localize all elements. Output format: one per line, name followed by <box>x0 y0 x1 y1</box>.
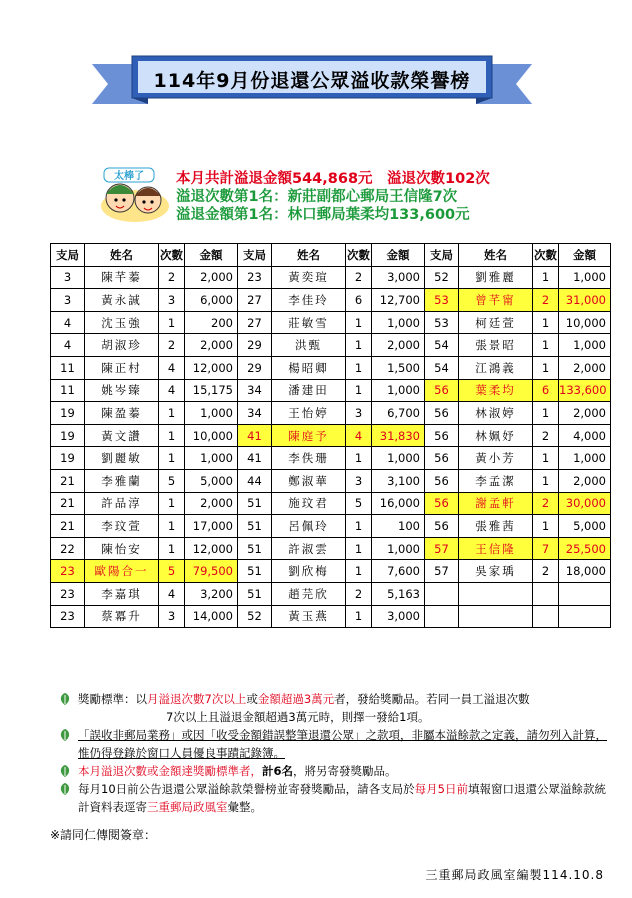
branch-cell: 21 <box>51 469 85 492</box>
branch-cell: 19 <box>51 402 85 425</box>
count-cell <box>533 582 559 605</box>
count-cell: 6 <box>533 379 559 402</box>
amount-cell: 1,000 <box>372 537 425 560</box>
branch-cell: 51 <box>238 537 272 560</box>
svg-text:太棒了: 太棒了 <box>114 171 144 182</box>
branch-cell: 3 <box>51 266 85 289</box>
amount-cell: 1,000 <box>372 379 425 402</box>
table-row <box>51 582 611 605</box>
col-header: 姓名 <box>85 244 159 267</box>
amount-cell: 15,175 <box>185 379 238 402</box>
name-cell: 許品淳 <box>85 492 159 515</box>
count-cell: 4 <box>159 379 185 402</box>
table-header-row <box>51 244 611 267</box>
branch-cell: 4 <box>51 311 85 334</box>
amount-cell: 14,000 <box>185 605 238 628</box>
col-header: 次數 <box>346 244 372 267</box>
amount-cell: 5,000 <box>185 469 238 492</box>
branch-cell: 52 <box>425 266 459 289</box>
name-cell: 姚岑臻 <box>85 379 159 402</box>
branch-cell: 23 <box>238 266 272 289</box>
table-row <box>51 289 611 312</box>
branch-cell: 56 <box>425 492 459 515</box>
leaf-bullet-icon <box>58 728 72 742</box>
amount-cell <box>559 605 611 628</box>
branch-cell: 44 <box>238 469 272 492</box>
amount-cell: 10,000 <box>559 311 611 334</box>
branch-cell: 53 <box>425 289 459 312</box>
amount-cell: 2,000 <box>185 334 238 357</box>
count-cell: 1 <box>346 356 372 379</box>
name-cell: 吳家瑀 <box>459 560 533 583</box>
mascot-icon <box>98 166 172 224</box>
branch-cell: 11 <box>51 379 85 402</box>
col-header: 次數 <box>533 244 559 267</box>
branch-cell: 56 <box>425 379 459 402</box>
branch-cell: 27 <box>238 311 272 334</box>
page-title: 114年9月份退還公眾溢收款榮譽榜 <box>153 70 471 92</box>
count-cell: 1 <box>159 447 185 470</box>
count-cell: 1 <box>533 266 559 289</box>
amount-cell: 3,000 <box>372 605 425 628</box>
leaf-bullet-icon <box>58 764 72 778</box>
name-cell: 黃永誠 <box>85 289 159 312</box>
amount-cell: 1,000 <box>185 447 238 470</box>
amount-cell: 25,500 <box>559 537 611 560</box>
name-cell: 歐陽合一 <box>85 560 159 583</box>
branch-cell: 52 <box>238 605 272 628</box>
name-cell: 王信隆 <box>459 537 533 560</box>
name-cell: 劉麗敏 <box>85 447 159 470</box>
amount-cell: 12,000 <box>185 537 238 560</box>
name-cell <box>459 605 533 628</box>
note-exclusion: 「誤收非郵局業務」或因「收受金額錯誤整筆退還公眾」之款項，非屬本溢餘款之定義，請勿列入計算，惟仍得登錄於窗口人員優良事蹟記錄簿。 <box>56 726 616 762</box>
count-cell: 3 <box>346 469 372 492</box>
table-row <box>51 266 611 289</box>
name-cell: 李佚珊 <box>272 447 346 470</box>
count-cell: 4 <box>159 582 185 605</box>
amount-cell: 18,000 <box>559 560 611 583</box>
name-cell: 趙芫欣 <box>272 582 346 605</box>
count-cell: 1 <box>346 605 372 628</box>
count-cell: 1 <box>346 379 372 402</box>
name-cell: 李雅蘭 <box>85 469 159 492</box>
col-header: 姓名 <box>459 244 533 267</box>
name-cell: 張景昭 <box>459 334 533 357</box>
name-cell: 江鴻義 <box>459 356 533 379</box>
col-header: 支局 <box>51 244 85 267</box>
sign-label: ※請同仁傳閱簽章： <box>50 828 157 842</box>
amount-cell: 200 <box>185 311 238 334</box>
table-row <box>51 334 611 357</box>
honor-roll-table <box>50 243 611 628</box>
branch-cell: 34 <box>238 379 272 402</box>
count-cell: 1 <box>533 356 559 379</box>
count-cell: 2 <box>533 560 559 583</box>
amount-cell: 5,000 <box>559 515 611 538</box>
name-cell: 施玟君 <box>272 492 346 515</box>
footer-credit: 三重郵局政風室編製114.10.8 <box>425 868 604 882</box>
name-cell: 鄭淑華 <box>272 469 346 492</box>
name-cell: 黃玉燕 <box>272 605 346 628</box>
col-header: 支局 <box>425 244 459 267</box>
branch-cell: 57 <box>425 537 459 560</box>
table-row <box>51 560 611 583</box>
amount-cell: 1,000 <box>372 447 425 470</box>
name-cell: 潘建田 <box>272 379 346 402</box>
table-row <box>51 311 611 334</box>
branch-cell: 19 <box>51 447 85 470</box>
branch-cell: 27 <box>238 289 272 312</box>
leaf-bullet-icon <box>58 782 72 796</box>
branch-cell: 51 <box>238 515 272 538</box>
name-cell: 張雅茜 <box>459 515 533 538</box>
amount-cell: 16,000 <box>372 492 425 515</box>
table-row <box>51 537 611 560</box>
table-row <box>51 424 611 447</box>
branch-cell: 56 <box>425 515 459 538</box>
amount-cell: 6,000 <box>185 289 238 312</box>
name-cell: 莊敏雪 <box>272 311 346 334</box>
name-cell <box>459 582 533 605</box>
branch-cell: 41 <box>238 447 272 470</box>
name-cell: 陳怡安 <box>85 537 159 560</box>
amount-cell: 1,000 <box>559 447 611 470</box>
amount-cell: 1,000 <box>372 311 425 334</box>
count-cell: 1 <box>346 537 372 560</box>
branch-cell: 23 <box>51 582 85 605</box>
count-cell: 1 <box>159 537 185 560</box>
count-cell: 3 <box>159 289 185 312</box>
summary-top-amount: 溢退金額第1名：林口郵局葉柔均133,600元 <box>176 207 470 223</box>
branch-cell <box>425 582 459 605</box>
name-cell: 劉雅麗 <box>459 266 533 289</box>
count-cell: 1 <box>159 424 185 447</box>
count-cell: 1 <box>346 334 372 357</box>
name-cell: 黃文讚 <box>85 424 159 447</box>
amount-cell: 1,500 <box>372 356 425 379</box>
amount-cell: 100 <box>372 515 425 538</box>
branch-cell: 56 <box>425 402 459 425</box>
branch-cell: 11 <box>51 356 85 379</box>
count-cell: 6 <box>346 289 372 312</box>
name-cell: 李嘉琪 <box>85 582 159 605</box>
col-header: 金額 <box>372 244 425 267</box>
branch-cell: 51 <box>238 492 272 515</box>
branch-cell: 54 <box>425 356 459 379</box>
amount-cell: 1,000 <box>185 402 238 425</box>
amount-cell: 6,700 <box>372 402 425 425</box>
amount-cell: 79,500 <box>185 560 238 583</box>
col-header: 支局 <box>238 244 272 267</box>
amount-cell: 1,000 <box>559 334 611 357</box>
count-cell: 2 <box>159 334 185 357</box>
col-header: 姓名 <box>272 244 346 267</box>
count-cell: 1 <box>533 469 559 492</box>
branch-cell: 56 <box>425 424 459 447</box>
count-cell: 1 <box>346 515 372 538</box>
count-cell: 1 <box>346 447 372 470</box>
name-cell: 陳芊蓁 <box>85 266 159 289</box>
branch-cell: 57 <box>425 560 459 583</box>
note-winners: 本月溢退次數或金額達獎勵標準者，計6名，將另寄發獎勵品。 <box>56 762 616 780</box>
branch-cell: 4 <box>51 334 85 357</box>
name-cell: 沈玉強 <box>85 311 159 334</box>
table-row <box>51 605 611 628</box>
amount-cell: 3,000 <box>372 266 425 289</box>
table-body <box>51 266 611 628</box>
branch-cell: 34 <box>238 402 272 425</box>
count-cell: 5 <box>159 469 185 492</box>
amount-cell: 3,200 <box>185 582 238 605</box>
branch-cell: 56 <box>425 469 459 492</box>
count-cell: 1 <box>159 402 185 425</box>
count-cell: 1 <box>533 447 559 470</box>
name-cell: 蔡冪升 <box>85 605 159 628</box>
amount-cell: 12,700 <box>372 289 425 312</box>
note-award-criteria: 獎勵標準：以月溢退次數7次以上或金額超過3萬元者，發給獎勵品。若同一員工溢退次數 7次以上且溢退金額超過3萬元時，則擇一發給1項。 <box>56 690 616 726</box>
count-cell: 2 <box>533 424 559 447</box>
summary <box>176 170 490 224</box>
amount-cell: 4,000 <box>559 424 611 447</box>
count-cell: 1 <box>533 311 559 334</box>
branch-cell: 54 <box>425 334 459 357</box>
name-cell: 陳盈蓁 <box>85 402 159 425</box>
count-cell: 1 <box>533 515 559 538</box>
name-cell: 黃小芳 <box>459 447 533 470</box>
count-cell: 1 <box>346 560 372 583</box>
amount-cell: 2,000 <box>185 492 238 515</box>
count-cell: 4 <box>159 356 185 379</box>
branch-cell: 51 <box>238 582 272 605</box>
branch-cell: 19 <box>51 424 85 447</box>
table-row <box>51 356 611 379</box>
amount-cell: 1,000 <box>559 266 611 289</box>
title-banner <box>92 52 532 110</box>
col-header: 金額 <box>185 244 238 267</box>
name-cell: 陳庭予 <box>272 424 346 447</box>
leaf-bullet-icon <box>58 692 72 706</box>
amount-cell: 12,000 <box>185 356 238 379</box>
count-cell: 7 <box>533 537 559 560</box>
table-row <box>51 515 611 538</box>
name-cell: 楊昭卿 <box>272 356 346 379</box>
table-row <box>51 402 611 425</box>
summary-total: 本月共計溢退金額544,868元 溢退次數102次 <box>176 171 490 187</box>
count-cell: 5 <box>346 492 372 515</box>
amount-cell: 30,000 <box>559 492 611 515</box>
count-cell: 5 <box>159 560 185 583</box>
branch-cell: 21 <box>51 492 85 515</box>
count-cell: 4 <box>346 424 372 447</box>
branch-cell: 51 <box>238 560 272 583</box>
amount-cell: 2,000 <box>185 266 238 289</box>
amount-cell: 2,000 <box>559 356 611 379</box>
branch-cell: 56 <box>425 447 459 470</box>
col-header: 次數 <box>159 244 185 267</box>
table-row <box>51 447 611 470</box>
name-cell: 謝孟軒 <box>459 492 533 515</box>
table-row <box>51 469 611 492</box>
branch-cell: 23 <box>51 560 85 583</box>
count-cell: 1 <box>346 311 372 334</box>
name-cell: 王怡婷 <box>272 402 346 425</box>
count-cell: 2 <box>346 266 372 289</box>
branch-cell: 29 <box>238 356 272 379</box>
count-cell: 2 <box>533 492 559 515</box>
amount-cell: 31,000 <box>559 289 611 312</box>
count-cell: 1 <box>159 311 185 334</box>
table-row <box>51 492 611 515</box>
name-cell: 陳正村 <box>85 356 159 379</box>
count-cell: 3 <box>346 402 372 425</box>
branch-cell: 22 <box>51 537 85 560</box>
name-cell: 柯廷萱 <box>459 311 533 334</box>
count-cell: 2 <box>159 266 185 289</box>
count-cell: 1 <box>533 334 559 357</box>
name-cell: 李孟潔 <box>459 469 533 492</box>
branch-cell: 41 <box>238 424 272 447</box>
table-row <box>51 379 611 402</box>
notes <box>56 690 616 816</box>
amount-cell: 10,000 <box>185 424 238 447</box>
name-cell: 李佳玲 <box>272 289 346 312</box>
name-cell: 呂佩玲 <box>272 515 346 538</box>
amount-cell: 2,000 <box>372 334 425 357</box>
branch-cell: 53 <box>425 311 459 334</box>
amount-cell: 3,100 <box>372 469 425 492</box>
branch-cell: 29 <box>238 334 272 357</box>
amount-cell <box>559 582 611 605</box>
branch-cell: 21 <box>51 515 85 538</box>
count-cell <box>533 605 559 628</box>
name-cell: 林淑婷 <box>459 402 533 425</box>
amount-cell: 5,163 <box>372 582 425 605</box>
name-cell: 許淑雲 <box>272 537 346 560</box>
amount-cell: 2,000 <box>559 402 611 425</box>
count-cell: 2 <box>533 289 559 312</box>
branch-cell: 23 <box>51 605 85 628</box>
amount-cell: 2,000 <box>559 469 611 492</box>
amount-cell: 31,830 <box>372 424 425 447</box>
count-cell: 2 <box>346 582 372 605</box>
count-cell: 1 <box>159 492 185 515</box>
name-cell: 曾芊甯 <box>459 289 533 312</box>
col-header: 金額 <box>559 244 611 267</box>
amount-cell: 17,000 <box>185 515 238 538</box>
name-cell: 葉柔均 <box>459 379 533 402</box>
note-schedule: 每月10日前公告退還公眾溢餘款榮譽榜並寄發獎勵品，請各支局於每月5日前填報窗口退還公眾溢餘款統計資料表逕寄三重郵局政風室彙整。 <box>56 780 616 816</box>
name-cell: 黃奕瑄 <box>272 266 346 289</box>
name-cell: 劉欣梅 <box>272 560 346 583</box>
branch-cell: 3 <box>51 289 85 312</box>
name-cell: 林姵妤 <box>459 424 533 447</box>
amount-cell: 133,600 <box>559 379 611 402</box>
name-cell: 胡淑珍 <box>85 334 159 357</box>
count-cell: 1 <box>159 515 185 538</box>
amount-cell: 7,600 <box>372 560 425 583</box>
summary-top-count: 溢退次數第1名：新莊副都心郵局王信隆7次 <box>176 189 458 205</box>
name-cell: 洪甄 <box>272 334 346 357</box>
count-cell: 1 <box>533 402 559 425</box>
branch-cell <box>425 605 459 628</box>
count-cell: 3 <box>159 605 185 628</box>
name-cell: 李玟萱 <box>85 515 159 538</box>
